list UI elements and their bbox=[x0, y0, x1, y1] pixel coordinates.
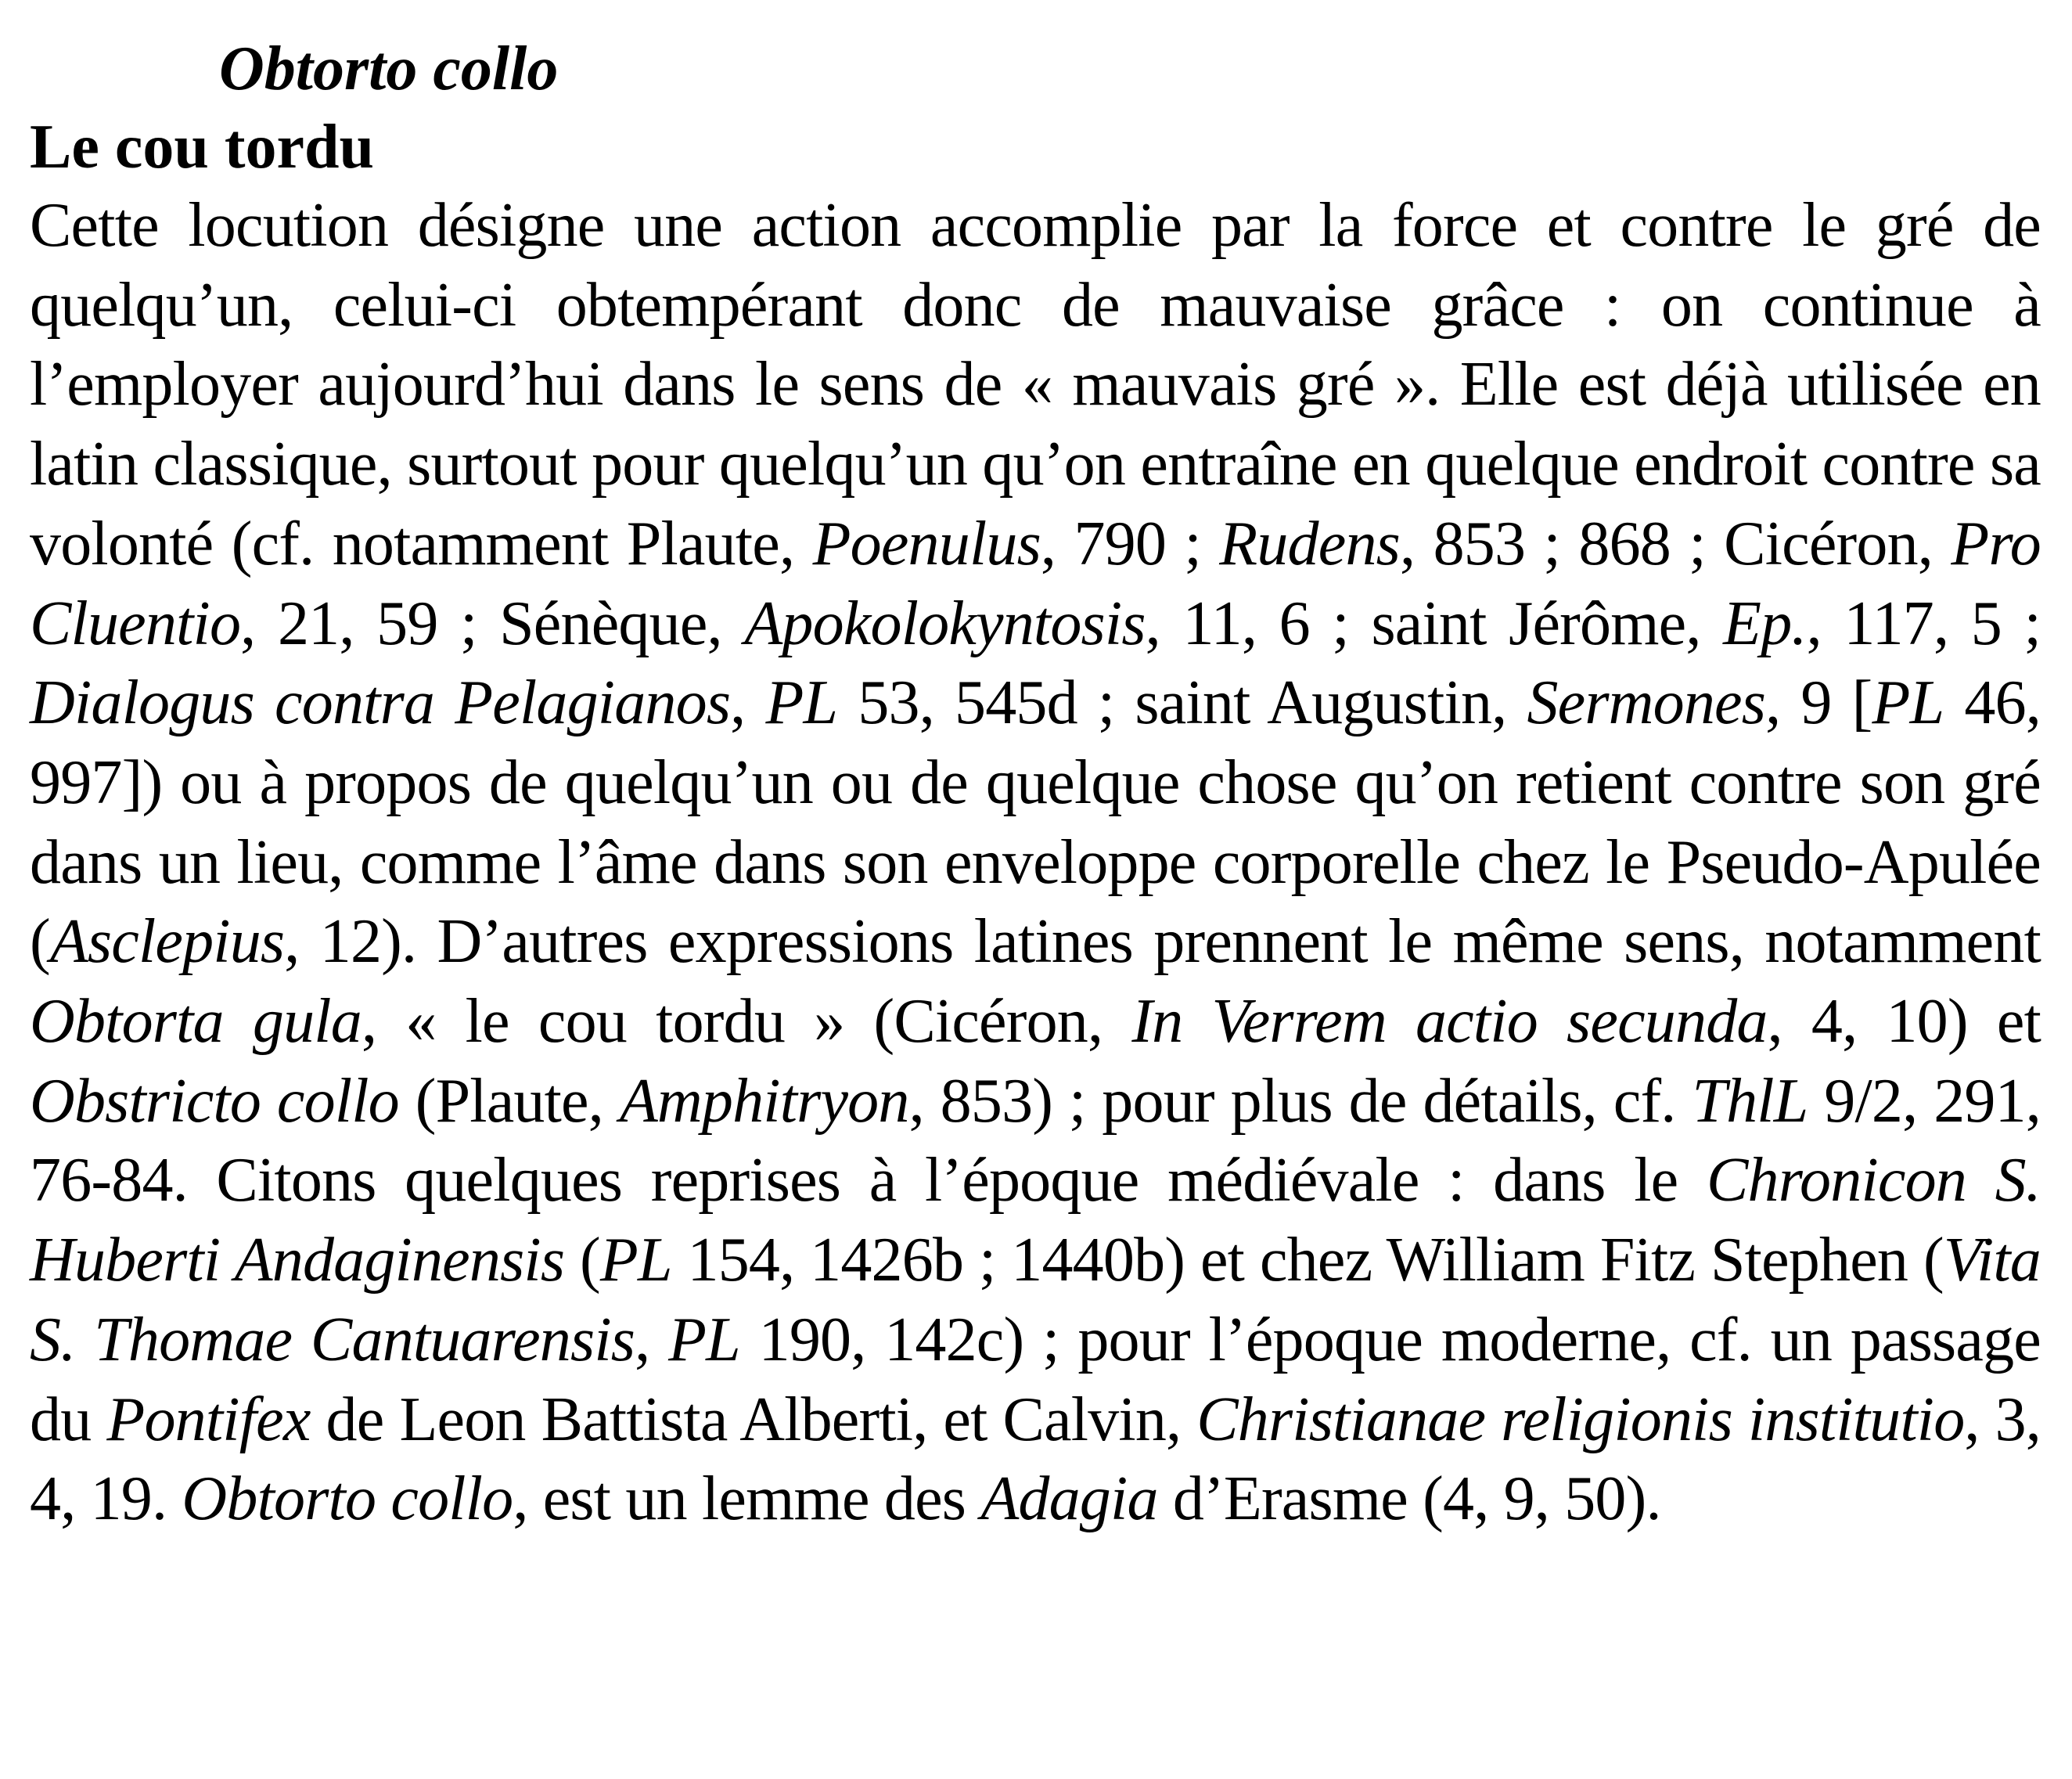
body-text-run: , bbox=[730, 668, 766, 738]
italic-citation-title: Vita S. Thomae Cantuarensis bbox=[30, 1226, 2041, 1374]
body-text-run: d’Erasme (4, 9, 50). bbox=[1157, 1464, 1661, 1534]
body-text-run: , 4, 10) et bbox=[1767, 987, 2041, 1057]
french-heading: Le cou tordu bbox=[30, 113, 374, 182]
italic-citation-title: Ep. bbox=[1723, 589, 1807, 658]
italic-citation-title: Adagia bbox=[980, 1464, 1158, 1534]
italic-citation-title: Apokolokyntosis bbox=[744, 589, 1146, 658]
body-text-run: , 853 ; 868 ; Cicéron, bbox=[1400, 509, 1951, 578]
italic-citation-title: Dialogus contra Pelagianos bbox=[30, 668, 731, 738]
entry-body bbox=[30, 186, 2041, 1540]
body-text-run: , bbox=[635, 1305, 669, 1374]
body-text-run: 46, 997]) ou à propos de quelqu’un ou de quelque chose qu’on retient contre son gré dans un lieu, comme l’âme dans son enveloppe corporelle chez le Pseudo-Apulée ( bbox=[30, 668, 2041, 977]
body-text-run: 9/2, 291, 76-84. Citons quelques reprises à l’époque médiévale : dans le bbox=[30, 1066, 2041, 1215]
body-text-run: , 3, 4, 19. bbox=[30, 1385, 2041, 1534]
italic-citation-title: Obtorta gula bbox=[30, 987, 362, 1057]
latin-heading: Obtorto collo bbox=[219, 34, 559, 103]
italic-citation-title: Christianae religionis institutio bbox=[1196, 1385, 1965, 1454]
body-text-run: 53, 545d ; saint Augustin, bbox=[837, 668, 1527, 738]
italic-citation-title: Sermones bbox=[1527, 668, 1766, 738]
body-text-run: Cette locution désigne une action accomplie par la force et contre le gré de quelqu’un, celui-ci obtempérant donc de mauvaise grâce : on continue à l’employer aujourd’hui dans le sens de « mauvais gré ». Elle est déjà utilisée en latin classique, surtout pour quelqu’un qu’on entraîne en quelque endroit contre sa volonté (cf. notamment Plaute, bbox=[30, 191, 2041, 578]
dictionary-entry bbox=[30, 30, 2041, 1540]
italic-citation-title: ThlL bbox=[1692, 1066, 1808, 1136]
italic-citation-title: In Verrem actio secunda bbox=[1131, 987, 1768, 1057]
body-text-run: ( bbox=[564, 1226, 600, 1295]
italic-citation-title: Obstricto collo bbox=[30, 1066, 399, 1136]
body-text-run: de Leon Battista Alberti, et Calvin, bbox=[310, 1385, 1197, 1454]
body-text-run: 190, 142c) ; pour l’époque moderne, cf. un passage du bbox=[30, 1305, 2041, 1454]
body-text-run: , 117, 5 ; bbox=[1806, 589, 2041, 658]
italic-citation-title: Rudens bbox=[1219, 509, 1400, 578]
italic-citation-title: Amphitryon bbox=[619, 1066, 909, 1136]
body-text-run: (Plaute, bbox=[398, 1066, 620, 1136]
italic-citation-title: Asclepius bbox=[49, 907, 285, 977]
italic-citation-title: Chronicon S. Huberti Andaginensis bbox=[30, 1146, 2041, 1295]
body-text-run: , 853) ; pour plus de détails, cf. bbox=[908, 1066, 1692, 1136]
body-text-run: , « le cou tordu » (Cicéron, bbox=[361, 987, 1132, 1057]
body-text-run: , est un lemme des bbox=[513, 1464, 981, 1534]
italic-citation-title: PL bbox=[599, 1226, 672, 1295]
body-text-run: , 9 [ bbox=[1765, 668, 1872, 738]
italic-citation-title: Obtorto collo bbox=[182, 1464, 513, 1534]
italic-citation-title: Pro Cluentio bbox=[30, 509, 2041, 658]
italic-citation-title: Pontifex bbox=[106, 1385, 311, 1454]
body-text-run: , 21, 59 ; Sénèque, bbox=[240, 589, 745, 658]
italic-citation-title: Poenulus bbox=[812, 509, 1041, 578]
italic-citation-title: PL bbox=[668, 1305, 740, 1374]
body-text-run: , 11, 6 ; saint Jérôme, bbox=[1145, 589, 1724, 658]
italic-citation-title: PL bbox=[765, 668, 838, 738]
body-text-run: , 12). D’autres expressions latines prennent le même sens, notamment bbox=[284, 907, 2041, 977]
body-text-run: 154, 1426b ; 1440b) et chez William Fitz Stephen ( bbox=[671, 1226, 1944, 1295]
italic-citation-title: PL bbox=[1872, 668, 1944, 738]
body-text-run: , 790 ; bbox=[1040, 509, 1220, 578]
